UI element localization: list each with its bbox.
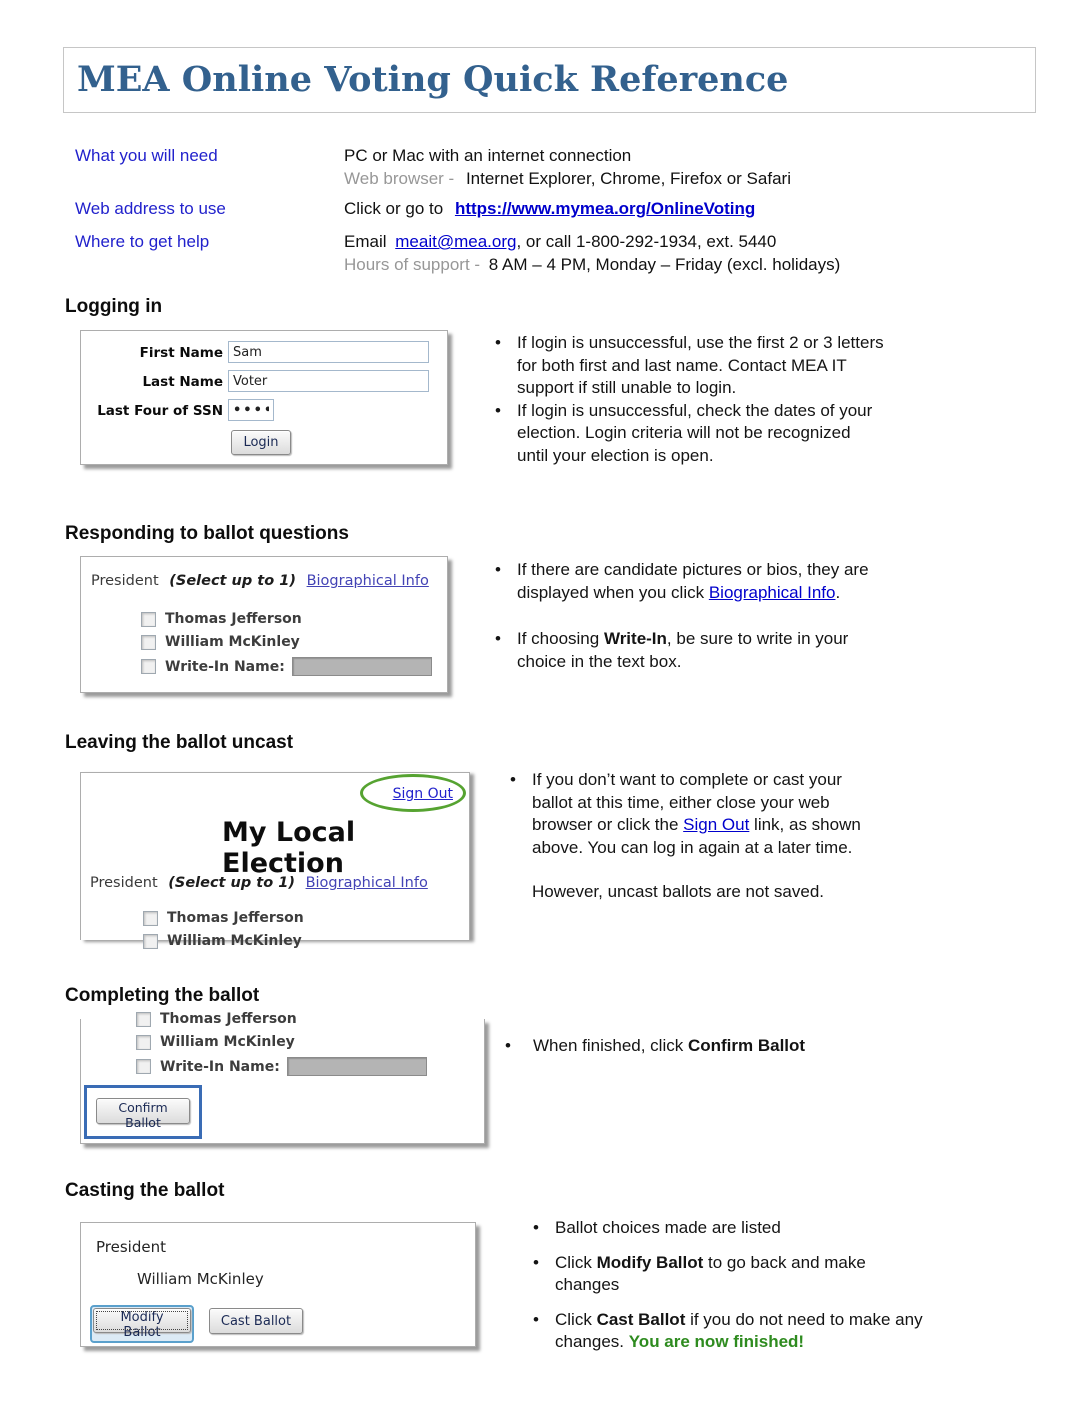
biographical-info-text-link[interactable]: Biographical Info (708, 582, 836, 602)
candidate-row (143, 933, 302, 949)
completing-screenshot (80, 1011, 485, 1144)
ssn-input[interactable] (228, 399, 274, 421)
write-in-checkbox[interactable] (136, 1059, 151, 1074)
last-name-label: Last Name (142, 374, 223, 390)
biographical-info-link[interactable]: Biographical Info (306, 573, 429, 589)
info-address-prefix: Click or go to (344, 199, 444, 218)
info-row-need (75, 144, 1005, 190)
candidate-name: William McKinley (167, 933, 302, 949)
uncast-note: However, uncast ballots are not saved. (532, 882, 824, 901)
logging-bullet-1: • If login is unsuccessful, use the first 2 or 3 letters for both first and last name. Contact MEA IT support if still unable to login. (490, 332, 886, 400)
candidate-name: William McKinley (160, 1034, 295, 1050)
write-in-input[interactable] (287, 1057, 427, 1076)
ballot-choice: William McKinley (137, 1270, 264, 1288)
cast-ballot-button[interactable]: Cast Ballot (209, 1308, 303, 1334)
write-in-label: Write-In Name: (160, 1058, 280, 1075)
candidate-name: Thomas Jefferson (165, 611, 302, 627)
candidate-row (141, 634, 300, 650)
logging-bullet-2: • If login is unsuccessful, check the dates of your election. Login criteria will not be recognized until your election is open. (490, 400, 886, 468)
completing-bullet-1: • When finished, click Confirm Ballot (500, 1035, 930, 1058)
candidate-checkbox[interactable] (136, 1035, 151, 1050)
casting-bullet-3: • Click Cast Ballot if you do not need to make any changes. You are now finished! (528, 1309, 987, 1354)
candidate-checkbox[interactable] (143, 934, 158, 949)
completing-bullets (500, 1035, 930, 1058)
info-help-hours-prefix: Hours of support - (344, 255, 481, 274)
office-label: President (91, 573, 159, 589)
casting-bullet-2: • Click Modify Ballot to go back and make changes (528, 1252, 915, 1297)
info-label-help: Where to get help (75, 232, 210, 251)
info-help-suffix: , or call 1-800-292-1934, ext. 5440 (516, 232, 777, 251)
responding-bullet-1: • If there are candidate pictures or bios, they are displayed when you click Biographical Info. (490, 559, 886, 604)
info-help-hours-value: 8 AM – 4 PM, Monday – Friday (excl. holidays) (488, 255, 841, 274)
info-label-need: What you will need (75, 146, 218, 165)
confirm-ballot-button[interactable]: Confirm Ballot (96, 1098, 190, 1124)
last-name-input[interactable] (228, 370, 429, 392)
select-note: (Select up to 1) (169, 573, 296, 589)
login-button[interactable]: Login (231, 430, 291, 455)
login-screenshot (80, 330, 448, 465)
heading-casting: Casting the ballot (65, 1180, 225, 1201)
write-in-checkbox[interactable] (141, 659, 156, 674)
candidate-checkbox[interactable] (141, 635, 156, 650)
info-need-browser-prefix: Web browser - (344, 169, 455, 188)
first-name-label: First Name (139, 345, 223, 361)
email-link[interactable]: meait@mea.org (395, 232, 517, 251)
title-box (63, 47, 1036, 113)
sign-out-link[interactable]: Sign Out (392, 786, 453, 802)
write-in-row (136, 1057, 427, 1076)
info-section (75, 144, 1005, 276)
info-label-address: Web address to use (75, 199, 226, 218)
info-row-help (75, 230, 1005, 276)
casting-bullets (528, 1217, 994, 1354)
first-name-input[interactable] (228, 341, 429, 363)
heading-responding: Responding to ballot questions (65, 523, 349, 544)
info-need-line1: PC or Mac with an internet connection (344, 146, 632, 165)
candidate-checkbox[interactable] (143, 911, 158, 926)
focus-ring (90, 1305, 194, 1343)
biographical-info-link[interactable]: Biographical Info (305, 875, 428, 891)
uncast-screenshot (80, 772, 470, 949)
candidate-row (136, 1011, 297, 1027)
info-row-address (75, 197, 1005, 220)
leaving-bullet-1: • If you don’t want to complete or cast your ballot at this time, either close your web browser or click the Sign Out link, as shown above. You can log in again at a later time. However, uncast ballots are not saved. (505, 769, 885, 904)
leaving-bullets (505, 769, 885, 904)
info-help-prefix: Email (344, 232, 387, 251)
info-need-browser-value: Internet Explorer, Chrome, Firefox or Safari (465, 169, 791, 188)
voting-url-link[interactable]: https://www.mymea.org/OnlineVoting (454, 199, 756, 218)
finished-text: You are now finished! (628, 1332, 805, 1351)
office-label: President (90, 875, 158, 891)
responding-bullet-2: • If choosing Write-In, be sure to write in your choice in the text box. (490, 628, 886, 673)
casting-bullet-1: • Ballot choices made are listed (528, 1217, 994, 1240)
highlight-rectangle (84, 1085, 202, 1139)
candidate-checkbox[interactable] (136, 1012, 151, 1027)
ssn-label: Last Four of SSN (97, 403, 223, 419)
modify-ballot-button[interactable]: Modify Ballot (93, 1308, 191, 1333)
candidate-name: Thomas Jefferson (167, 910, 304, 926)
candidate-row (143, 910, 304, 926)
heading-completing: Completing the ballot (65, 985, 260, 1006)
responding-bullets (490, 559, 886, 673)
office-label: President (96, 1238, 166, 1256)
ballot-screenshot (80, 556, 448, 693)
logging-bullets (490, 332, 886, 467)
heading-logging-in: Logging in (65, 296, 163, 317)
sign-out-text-link[interactable]: Sign Out (683, 815, 750, 834)
candidate-row (136, 1034, 295, 1050)
write-in-input[interactable] (292, 657, 432, 676)
candidate-name: Thomas Jefferson (160, 1011, 297, 1027)
heading-leaving: Leaving the ballot uncast (65, 732, 294, 753)
casting-screenshot (80, 1222, 476, 1347)
candidate-checkbox[interactable] (141, 612, 156, 627)
candidate-name: William McKinley (165, 634, 300, 650)
election-title: My Local Election (222, 817, 356, 879)
write-in-label: Write-In Name: (165, 658, 285, 675)
write-in-row (141, 657, 432, 676)
candidate-row (141, 611, 302, 627)
page-title: MEA Online Voting Quick Reference (77, 59, 789, 100)
select-note: (Select up to 1) (168, 875, 295, 891)
